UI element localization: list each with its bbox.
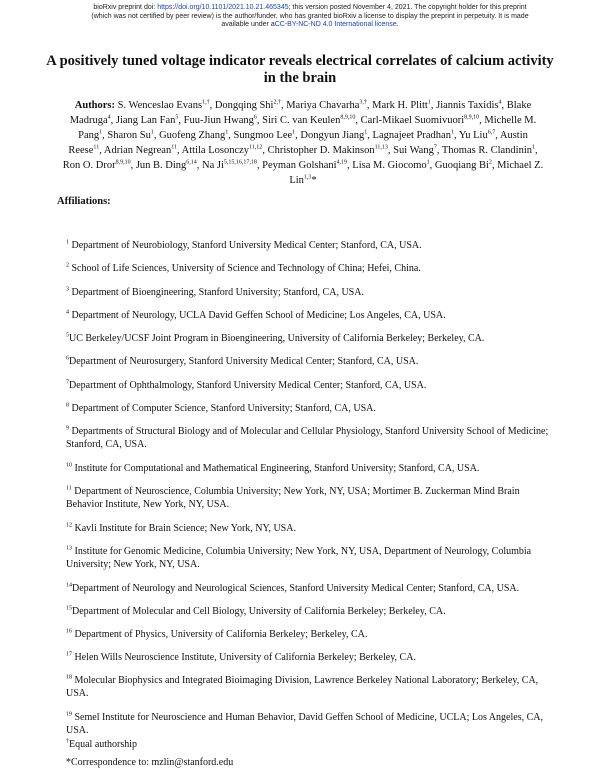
- author-name: Na Ji: [202, 159, 224, 171]
- author-affiliation-marker: 1,†: [202, 99, 210, 106]
- affiliation-15: $^{15}$Department of Molecular and Cell Biology, University of California Berkeley; Berkeley, CA.: [66, 605, 446, 617]
- author-name: Sungmoo Lee: [233, 129, 293, 141]
- author-affiliation-marker: 11,12: [249, 144, 263, 151]
- author-name: Guoqiang Bi: [434, 159, 489, 171]
- author-name: Peyman Golshani: [262, 159, 337, 171]
- author-affiliation-marker: 11,13: [374, 144, 388, 151]
- author-affiliation-marker: 11: [171, 144, 177, 151]
- affiliation-2: $^2$ School of Life Sciences, University of Science and Technology of China; Hefei, China.: [66, 262, 421, 274]
- author-name: Siri C. van Keulen: [262, 114, 341, 126]
- affiliation-4: $^4$ Department of Neurology, UCLA David Geffen School of Medicine; Los Angeles, CA, USA.: [66, 309, 446, 321]
- author-name: Michelle M. Pang: [78, 114, 537, 141]
- author-name: Mark H. Plitt: [372, 100, 428, 111]
- affiliation-14: $^{14}$Department of Neurology and Neurological Sciences, Stanford University Medical Center; Stanford, CA, USA.: [66, 582, 520, 594]
- license-link[interactable]: CC-BY-NC-ND 4.0 International license: [274, 21, 397, 28]
- authors-label: Authors:: [74, 100, 116, 111]
- author-affiliation-marker: 1: [426, 159, 430, 166]
- author-name: Guofeng Zhang: [159, 129, 226, 141]
- affiliation-18: $^{18}$ Molecular Biophysics and Integrated Bioimaging Division, Lawrence Berkeley National Laboratory; Berkeley, CA, USA.: [66, 674, 539, 700]
- author-affiliation-marker: 6,7: [487, 129, 496, 136]
- affiliations-heading: Affiliations:: [57, 196, 111, 207]
- author-affiliation-marker: 4: [498, 99, 502, 106]
- author-name: Jiannis Taxidis: [436, 100, 499, 111]
- correspondence-note: *Correspondence to: mzlin@stanford.edu: [66, 757, 234, 768]
- author-affiliation-marker: 7: [433, 144, 437, 151]
- author-name: Sharon Su: [107, 129, 151, 141]
- equal-authorship-note: †Equal authorship: [66, 738, 138, 750]
- author-affiliation-marker: 4,19: [336, 159, 348, 166]
- author-affiliation-marker: 1: [99, 129, 103, 136]
- author-affiliation-marker: 5: [175, 114, 179, 121]
- author-affiliation-marker: 8,9,10: [340, 114, 356, 121]
- author-name: Mariya Chavarha: [286, 100, 360, 111]
- affiliation-1: $^1$ Department of Neurobiology, Stanford University Medical Center; Stanford, CA, USA.: [66, 239, 422, 251]
- author-affiliation-marker: 1: [532, 144, 536, 151]
- author-affiliation-marker: 6,14: [186, 159, 197, 166]
- affiliation-7: $^7$Department of Ophthalmology, Stanford University Medical Center; Stanford, CA, USA.: [66, 379, 427, 391]
- author-affiliation-marker: 1: [364, 129, 368, 136]
- author-name: Jun B. Ding: [135, 159, 187, 171]
- author-name: S. Wenceslao Evans: [117, 100, 203, 111]
- author-affiliation-marker: 2: [488, 159, 492, 166]
- author-list: Authors: S. Wenceslao Evans$^{1,\dagger}$, Dongqing Shi$^{2,\dagger}$, Mariya Chavarha$^{3,\dagger}$, Mark H. Plitt$^1$, Jiannis Taxidis$^4$, Blake Madruga$^4$, Jiang Lan Fan$^5$, Fuu-Jiun Hwang$^6$, Siri C. van Keulen$^{8,9,10}$, Carl-Mikael Suomivuori$^{8,9,10}$, Michelle M. Pang$^1$, Sharon Su$^1$, Guofeng Zhang$^1$, Sungmoo Lee$^1$, Dongyun Jiang$^1$, Lagnajeet Pradhan$^1$, Yu Liu$^{6,7}$, Austin Reese$^{11}$, Adrian Negrean$^{11}$, Attila Losonczy$^{11,12}$, Christopher D. Makinson$^{11,13}$, Sui Wang$^7$, Thomas R. Clandinin$^1$, Ron O. Dror$^{8,9,10}$, Jun B. Ding$^{6,14}$, Na Ji$^{5,15,16,17,18}$, Peyman Golshani$^{4,19}$, Lisa M. Giocomo$^1$, Guoqiang Bi$^2$, Michael Z. Lin$^{1,3}$*: [62, 99, 544, 186]
- author-name: Dongqing Shi: [214, 100, 274, 111]
- affiliation-10: $^{10}$ Institute for Computational and Mathematical Engineering, Stanford University; Stanford, CA, USA.: [66, 462, 480, 474]
- author-affiliation-marker: 3,†: [359, 99, 367, 106]
- author-name: Lisa M. Giocomo: [352, 159, 427, 171]
- affiliation-5: $^5$UC Berkeley/UCSF Joint Program in Bioengineering, University of California Berkeley; Berkeley, CA.: [66, 332, 485, 344]
- author-name: Blake Madruga: [69, 100, 532, 126]
- author-affiliation-marker: 1: [225, 129, 229, 136]
- author-affiliation-marker: 1,3: [303, 174, 312, 181]
- affiliation-9: $^9$ Departments of Structural Biology and of Molecular and Cellular Physiology, Stanford University School of Medicine; Stanford, CA, USA.: [66, 425, 549, 451]
- author-affiliation-marker: 1: [427, 99, 431, 106]
- author-affiliation-marker: 6: [253, 114, 257, 121]
- author-name: Christopher D. Makinson: [267, 144, 375, 156]
- banner-line-2: (which was not certified by peer review) is the author/funder, who has granted bioRxiv a license to display the preprint in perpetuity. It is made: [91, 12, 529, 20]
- author-affiliation-marker: 1: [150, 129, 154, 136]
- affiliation-16: $^{16}$ Department of Physics, University of California Berkeley; Berkeley, CA.: [66, 628, 368, 640]
- author-affiliation-marker: 11: [93, 144, 100, 151]
- author-name: Michael Z. Lin: [289, 159, 544, 186]
- affiliation-13: $^{13}$ Institute for Genomic Medicine, Columbia University; New York, NY, USA, Department of Neurology, Columbia University; New York, NY, USA.: [66, 545, 532, 571]
- affiliation-6: $^6$Department of Neurosurgery, Stanford University Medical Center; Stanford, CA, USA.: [66, 355, 419, 367]
- author-affiliation-marker: 8,9,10: [115, 159, 131, 166]
- paper-title: A positively tuned voltage indicator reveals electrical correlates of calcium activity in the brain: [46, 53, 554, 86]
- author-name: Jiang Lan Fan: [115, 114, 176, 126]
- author-name: Ron O. Dror: [62, 159, 116, 171]
- affiliation-11: $^{11}$ Department of Neuroscience, Columbia University; New York, NY, USA; Mortimer B. Zuckerman Mind Brain Behavior Institute, New York, NY, USA.: [66, 485, 520, 511]
- author-affiliation-marker: 8,9,10: [464, 114, 480, 121]
- doi-link[interactable]: https://doi.org/10.1101/2021.10.21.465345: [157, 4, 289, 11]
- author-name: Thomas R. Clandinin: [441, 144, 533, 156]
- author-name: Fuu-Jiun Hwang: [183, 114, 254, 126]
- author-name: Adrian Negrean: [103, 144, 172, 156]
- banner-line-3: available under aCC-BY-NC-ND 4.0 International license.: [221, 21, 399, 28]
- author-affiliation-marker: 5,15,16,17,18: [223, 159, 257, 166]
- author-affiliation-marker: 1: [292, 129, 296, 136]
- banner-line-1: bioRxiv preprint doi: https://doi.org/10.1101/2021.10.21.465345; this version posted November 4, 2021. The copyright holder for this preprint: [93, 4, 527, 11]
- author-name: Lagnajeet Pradhan: [372, 129, 451, 141]
- affiliation-17: $^{17}$ Helen Wills Neuroscience Institute, University of California Berkeley; Berkeley, CA.: [66, 651, 416, 663]
- affiliation-19: $^{19}$ Semel Institute for Neuroscience and Human Behavior, David Geffen School of Medicine, UCLA; Los Angeles, CA, USA.: [66, 711, 543, 737]
- affiliation-12: $^{12}$ Kavli Institute for Brain Science; New York, NY, USA.: [66, 522, 296, 534]
- author-affiliation-marker: 2,†: [273, 99, 281, 106]
- author-affiliation-marker: 4: [107, 114, 111, 121]
- corresponding-author-marker: *: [311, 174, 317, 186]
- author-name: Dongyun Jiang: [300, 129, 365, 141]
- author-name: Austin Reese: [68, 129, 528, 156]
- affiliation-3: $^3$ Department of Bioengineering, Stanford University; Stanford, CA, USA.: [66, 286, 364, 298]
- preprint-banner: [60, 4, 560, 30]
- author-name: Attila Losonczy: [181, 144, 250, 156]
- affiliation-8: $^8$ Department of Computer Science, Stanford University; Stanford, CA, USA.: [66, 402, 376, 414]
- author-affiliation-marker: 1: [450, 129, 454, 136]
- author-name: Carl-Mikael Suomivuori: [360, 114, 465, 126]
- author-name: Yu Liu: [458, 129, 488, 141]
- author-name: Sui Wang: [393, 144, 434, 156]
